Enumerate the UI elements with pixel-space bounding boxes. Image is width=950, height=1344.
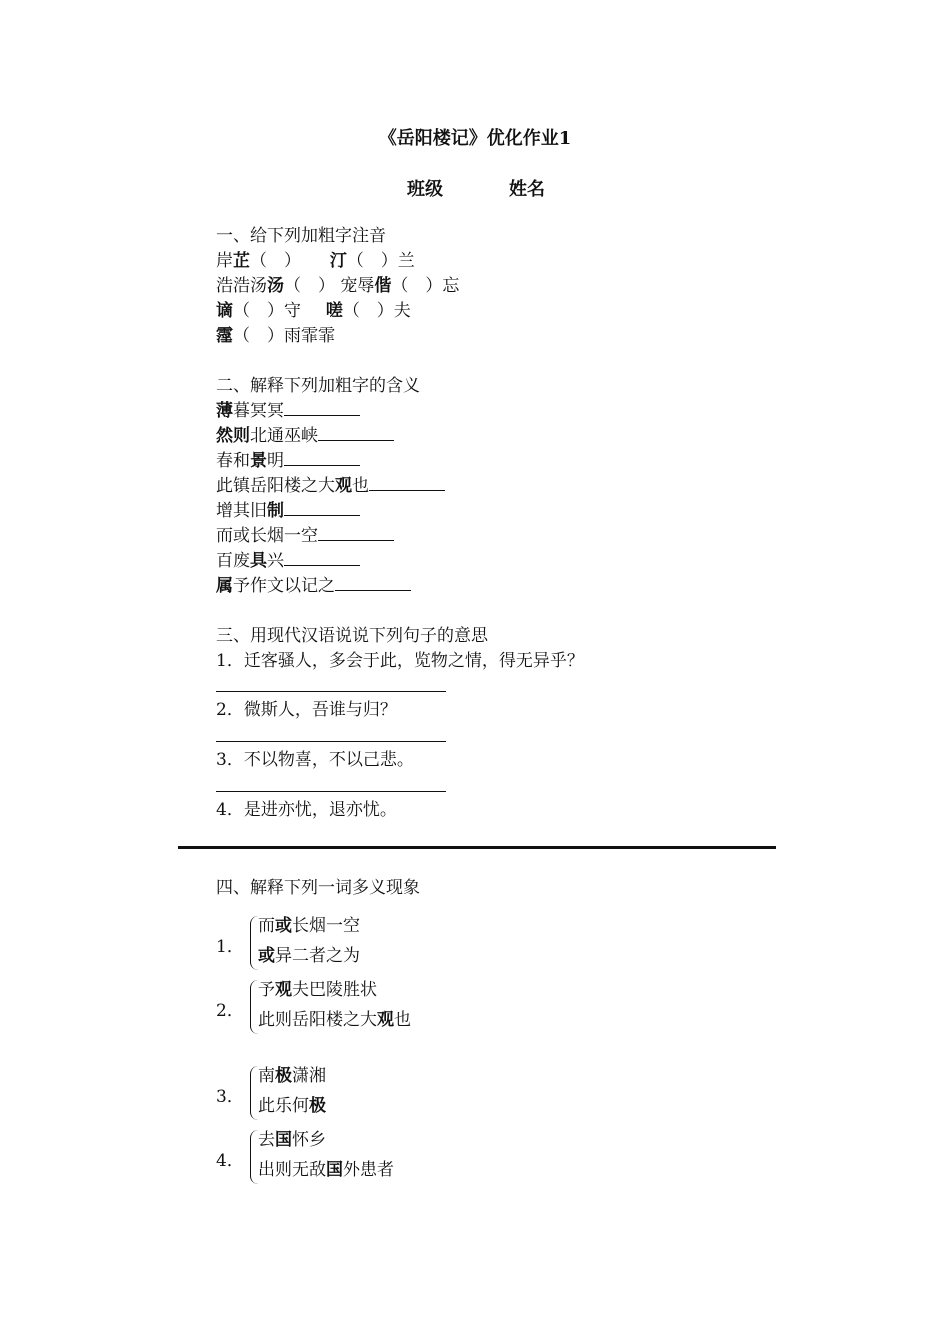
definition-item: 然则北通巫峡 <box>216 424 394 448</box>
definition-item: 此镇岳阳楼之大观也 <box>216 474 445 498</box>
translation-item: 1．迁客骚人，多会于此，览物之情，得无异乎？ <box>216 651 584 671</box>
answer-blank[interactable] <box>318 424 394 441</box>
definition-item: 属予作文以记之 <box>216 574 411 598</box>
translation-item: 3．不以物喜，不以己悲。 <box>216 750 414 770</box>
answer-blank[interactable] <box>318 524 394 541</box>
group-number: 4． <box>216 1151 244 1171</box>
definition-item: 春和景明 <box>216 449 360 473</box>
answer-line[interactable] <box>216 741 446 742</box>
polysemy-line: 南极潇湘 <box>258 1066 326 1086</box>
page-title: 《岳阳楼记》优化作业1 <box>378 128 572 149</box>
pinyin-row: 霪（ ）雨霏霏 <box>216 326 335 346</box>
answer-blank[interactable] <box>284 449 360 466</box>
section1-heading: 一、给下列加粗字注音 <box>216 226 386 246</box>
answer-blank[interactable] <box>284 399 360 416</box>
definition-item: 薄暮冥冥 <box>216 399 360 423</box>
answer-line[interactable] <box>216 791 446 792</box>
group-number: 1． <box>216 937 244 957</box>
answer-line[interactable] <box>216 691 446 692</box>
polysemy-line: 此则岳阳楼之大观也 <box>258 1010 411 1030</box>
group-number: 3． <box>216 1087 244 1107</box>
answer-blank[interactable] <box>284 549 360 566</box>
polysemy-line: 而或长烟一空 <box>258 916 360 936</box>
polysemy-line: 去国怀乡 <box>258 1130 326 1150</box>
pinyin-row: 谪（ ）守 嗟（ ）夫 <box>216 301 411 321</box>
section4-heading: 四、解释下列一词多义现象 <box>216 878 420 898</box>
translation-item: 2．微斯人，吾谁与归？ <box>216 700 397 720</box>
pinyin-row: 岸芷（ ） 汀（ ）兰 <box>216 251 415 271</box>
answer-blank[interactable] <box>369 474 445 491</box>
section-divider <box>178 846 776 849</box>
translation-item: 4．是进亦忧，退亦忧。 <box>216 800 397 820</box>
class-label: 班级 <box>407 179 443 200</box>
definition-item: 增其旧制 <box>216 499 360 523</box>
polysemy-line: 此乐何极 <box>258 1096 326 1116</box>
pinyin-row: 浩浩汤汤（ ） 宠辱偕（ ）忘 <box>216 276 460 296</box>
definition-item: 而或长烟一空 <box>216 524 394 548</box>
group-number: 2． <box>216 1001 244 1021</box>
answer-blank[interactable] <box>335 574 411 591</box>
polysemy-line: 出则无敌国外患者 <box>258 1160 394 1180</box>
polysemy-line: 予观夫巴陵胜状 <box>258 980 377 1000</box>
section2-heading: 二、解释下列加粗字的含义 <box>216 376 420 396</box>
name-label: 姓名 <box>509 179 545 200</box>
section3-heading: 三、用现代汉语说说下列句子的意思 <box>216 626 488 646</box>
definition-item: 百废具兴 <box>216 549 360 573</box>
polysemy-line: 或异二者之为 <box>258 946 360 966</box>
answer-blank[interactable] <box>284 499 360 516</box>
